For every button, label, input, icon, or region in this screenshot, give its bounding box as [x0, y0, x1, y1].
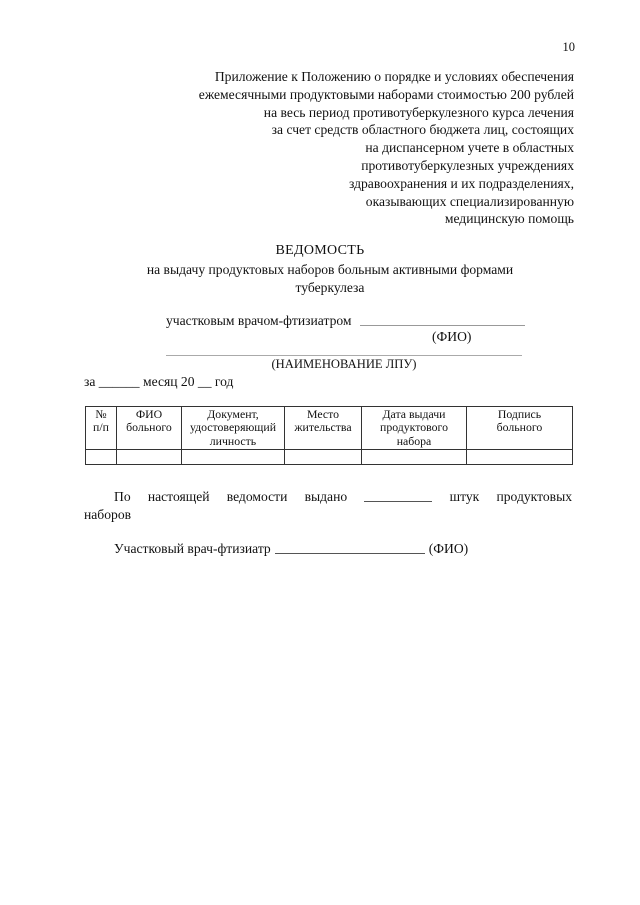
subtitle-line: туберкулеза	[295, 280, 365, 295]
lpu-caption: (НАИМЕНОВАНИЕ ЛПУ)	[271, 357, 417, 371]
annex-line: на диспансерном учете в областных	[365, 140, 574, 156]
table-cell[interactable]	[182, 450, 285, 465]
statement-part: штук продуктовых	[449, 489, 572, 504]
period-line: за ______ месяц 20 __ год	[84, 374, 234, 389]
annex-line: на весь период противотуберкулезного курса лечения	[263, 104, 574, 120]
col-header-patient-name: ФИО больного	[117, 407, 182, 450]
col-header-residence: Место жительства	[285, 407, 362, 450]
annex-line: ежемесячными продуктовыми наборами стоимостью 200 рублей	[198, 86, 574, 102]
lpu-name-blank[interactable]	[166, 355, 522, 356]
doctor-label: участковым врачом-фтизиатром	[166, 313, 352, 328]
signature-label: Участковый врач-фтизиатр	[114, 541, 271, 556]
annex-line: оказывающих специализированную	[365, 193, 574, 209]
statement-line	[84, 488, 572, 506]
issued-statement	[84, 488, 572, 524]
annex-line: здравоохранения и их подразделениях,	[348, 175, 574, 191]
document-title: ВЕДОМОСТЬ	[275, 243, 365, 258]
quantity-blank[interactable]	[364, 489, 432, 502]
signature-line	[114, 541, 468, 557]
table-cell[interactable]	[86, 450, 117, 465]
annex-line: Приложение к Положению о порядке и условиях обеспечения	[214, 69, 574, 84]
statement-line: наборов	[84, 507, 132, 522]
subtitle-line: на выдачу продуктовых наборов больным активными формами	[146, 262, 514, 277]
annex-line: противотуберкулезных учреждениях	[361, 157, 574, 173]
signature-blank[interactable]	[275, 541, 425, 554]
col-header-signature: Подпись больного	[467, 407, 573, 450]
fio-caption: (ФИО)	[432, 329, 472, 344]
col-header-issue-date: Дата выдачи продуктового набора	[362, 407, 467, 450]
col-header-number: № п/п	[86, 407, 117, 450]
doctor-line	[166, 313, 586, 329]
page-number: 10	[562, 40, 575, 54]
table-header-row	[86, 407, 573, 450]
annex-header	[130, 68, 574, 228]
col-header-identity-document: Документ, удостоверяющий личность	[182, 407, 285, 450]
table-cell[interactable]	[362, 450, 467, 465]
statement-part: По настоящей ведомости выдано	[114, 489, 348, 504]
distribution-table	[85, 406, 573, 465]
document-subtitle	[110, 261, 550, 297]
table-cell[interactable]	[117, 450, 182, 465]
signature-fio: (ФИО)	[428, 541, 469, 556]
annex-line: медицинскую помощь	[444, 211, 574, 227]
table-row	[86, 450, 573, 465]
table-cell[interactable]	[467, 450, 573, 465]
doctor-name-blank[interactable]	[360, 313, 525, 326]
annex-line: за счет средств областного бюджета лиц, состоящих	[271, 122, 574, 138]
table-cell[interactable]	[285, 450, 362, 465]
